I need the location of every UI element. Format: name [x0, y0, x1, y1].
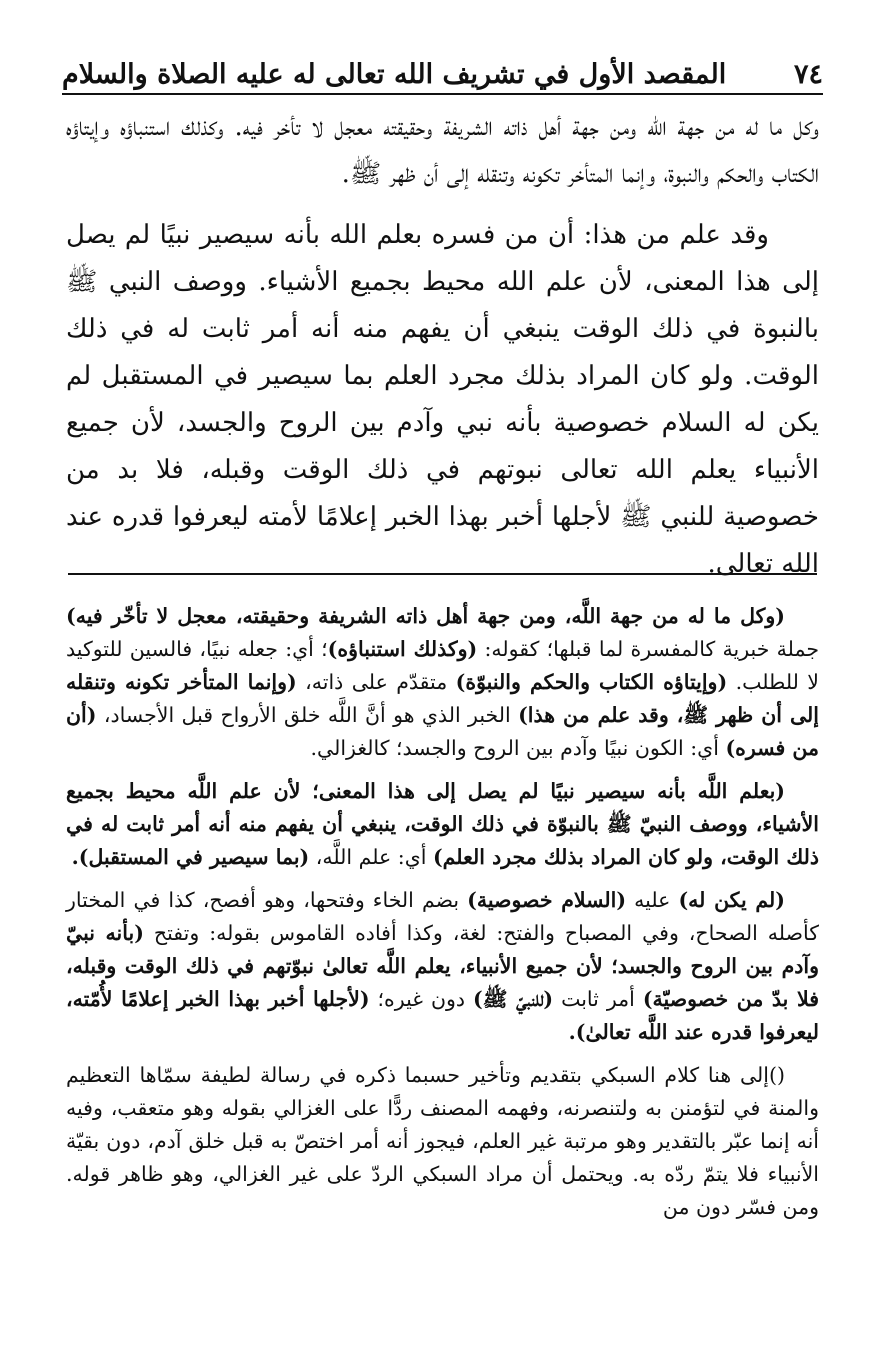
main-text: [66, 104, 819, 588]
commentary-paragraph-2: [66, 775, 819, 874]
page-number: ٧٤: [793, 59, 823, 90]
quoted-text: (أن من فسره): [66, 703, 819, 760]
quoted-text: (لم يكن له): [678, 888, 786, 912]
gloss-text: بضم الخاء وفتحها، وهو أفصح، كذا في المختار كأصله الصحاح، وفي المصباح والفتح: لغة، وكذا أفاده القاموس بقوله: وتفتح: [66, 888, 819, 945]
gloss-text: جملة خبرية كالمفسرة لما قبلها؛ كقوله:: [477, 637, 819, 661]
commentary: [66, 600, 819, 1234]
commentary-separator: [68, 573, 817, 575]
commentary-paragraph-4: [66, 1059, 819, 1224]
page-header: [62, 50, 823, 90]
gloss-text: متقدّم على ذاته،: [296, 670, 456, 694]
gloss-text: عليه: [626, 888, 679, 912]
gloss-text: ؛ أي: جعله نبيًا، فالسين للتوكيد لا للطلب.: [66, 637, 819, 694]
quoted-text: (وكذلك استنباؤه): [327, 637, 478, 661]
quoted-text: (السلام خصوصية): [467, 888, 627, 912]
gloss-text: الخبر الذي هو أنَّ اللَّه خلق الأرواح قبل الأجساد،: [96, 703, 519, 727]
quoted-text: (بما سيصير في المستقبل).: [71, 845, 310, 869]
gloss-text: أي: علم اللَّه،: [309, 845, 433, 869]
running-title: المقصد الأول في تشريف الله تعالى له عليه الصلاة والسلام: [62, 59, 727, 90]
quoted-text: (للنبيّ ﷺ): [473, 987, 554, 1011]
gloss-text: أمر ثابت: [553, 987, 643, 1011]
gloss-text: دون غيره؛: [369, 987, 474, 1011]
quoted-text: (وكل ما له من جهة اللَّه، ومن جهة أهل ذاته الشريفة وحقيقته، معجل لا تأخّر فيه): [66, 604, 785, 628]
quoted-text: (لأجلها أخبر بهذا الخبر إعلامًا لأُمّته، ليعرفوا قدره عند اللَّه تعالىٰ).: [66, 987, 819, 1044]
gloss-text: أي: الكون نبيًا وآدم بين الروح والجسد؛ كالغزالي.: [310, 736, 726, 760]
commentary-paragraph-1: [66, 600, 819, 765]
quoted-text: (وإنما المتأخر تكونه وتنقله إلى أن ظهر ﷺ، وقد علم من هذا): [66, 670, 819, 727]
commentary-paragraph-3: [66, 884, 819, 1049]
quoted-text: (بأنه نبيّ وآدم بين الروح والجسد؛ لأن جميع الأنبياء، يعلم اللَّه تعالىٰ نبوّتهم في ذلك الوقت وقبله، فلا بدّ من خصوصيّة): [66, 921, 820, 1011]
quoted-text: (بعلم اللَّه بأنه سيصير نبيًا لم يصل إلى هذا المعنى؛ لأن علم اللَّه محيط بجميع الأشياء، ووصف النبيّ ﷺ بالنبوّة في ذلك الوقت، ينبغي أن يفهم منه أنه أمر ثابت له في ذلك الوقت، ولو كان المراد بذلك مجرد العلم): [66, 779, 819, 869]
main-paragraph-1: وكل ما له من جهة الله ومن جهة أهل ذاته الشريفة وحقيقته معجل لا تأخر فيه. وكذلك استنباؤه وإيتاؤه الكتاب والحكم والنبوة، وإنما المتأخر تكونه وتنقله إلى أن ظهر ﷺ.: [66, 112, 819, 189]
gloss-text: ()إلى هنا كلام السبكي بتقديم وتأخير حسبما ذكره في رسالة لطيفة سمّاها التعظيم والمنة في لتؤمنن به ولتنصرنه، وفهمه المصنف ردًّا على الغزالي بقوله وهو متعقب، وفيه أنه إنما عبّر بالتقدير وهو مرتبة غير العلم، فيجوز أنه أمر اختصّ به قبل خلق آدم، دون بقيّة الأنبياء فلا يتمّ ردّه به. ويحتمل أن مراد السبكي الردّ على غير الغزالي، وهو ظاهر قوله. ومن فسّر دون من: [66, 1063, 819, 1219]
quoted-text: (وإيتاؤه الكتاب والحكم والنبوّة): [455, 670, 728, 694]
main-paragraph-2: وقد علم من هذا: أن من فسره بعلم الله بأنه سيصير نبيًا لم يصل إلى هذا المعنى، لأن علم الله محيط بجميع الأشياء. ووصف النبي ﷺ بالنبوة في ذلك الوقت ينبغي أن يفهم منه أنه أمر ثابت له في ذلك الوقت. ولو كان المراد بذلك مجرد العلم بما سيصير في المستقبل لم يكن له السلام خصوصية بأنه نبي وآدم بين الروح والجسد، لأن جميع الأنبياء يعلم الله تعالى نبوتهم في ذلك الوقت وقبله، فلا بد من خصوصية للنبي ﷺ لأجلها أخبر بهذا الخبر إعلامًا لأمته ليعرفوا قدره عند الله تعالى.: [66, 220, 819, 579]
header-rule: [62, 93, 823, 95]
